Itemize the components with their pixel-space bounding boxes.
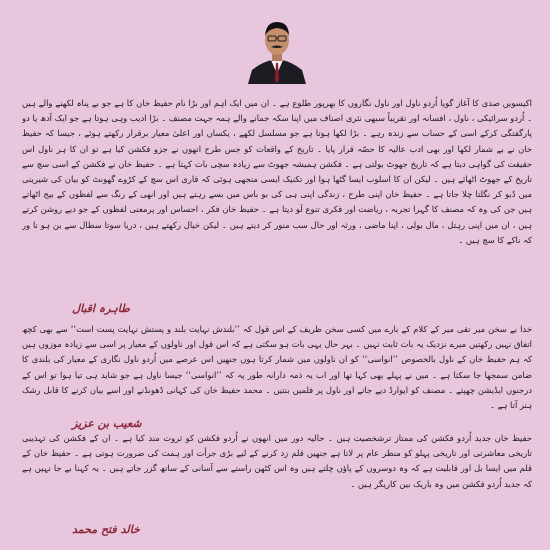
reviewer-signature-2: شعیب بن عزیز (72, 417, 142, 430)
author-portrait (246, 14, 308, 84)
reviewer-signature-3: خالد فتح محمد (72, 523, 140, 536)
review-paragraph-2: خدا بے سخن میر تقی میر کے کلام کے بارے میں کسی سخن ظریف کے اس قول کہ ’’بلندش نہایت بلند و پستش نہایت پست است‘‘ سے بھی کچھ اتفاق نہیں رکھتیں میرے نزدیک یہ بات ثابت نہیں ۔ بہر حال یہی بات ہو سکتی ہے کہ اس قول اور ناولوں کے معیار پر اسی سے زیادہ موزوں ہیں کہ ہم حفیظ خان کے ناول بالخصوص ’’انواسی‘‘ کو ان ناولوں میں شمار کرتا ہوں جنھیں اس عرصے میں اُردو ناول نگاری کے معیار کی بلندی کا ضامن سمجھا جا سکتا ہے ۔ میں نے پہلے بھی کہا تھا اور اب یہ ذمہ دارانہ طور پہ کہ ’’انواسی‘‘ جیسا ناول ہے جو شاید ہی تیا ہوا تو اس کے درجنوں ایڈیشن چھپتے ۔ مصنف کو ایوارڈ دیے جاتے اور ناول پر فلمیں بنتیں ۔ محمد حفیظ خان کی کہانی ڈھونڈنے اور اسے بیان کرنے کا قابل رشک ہنر آتا ہے ۔ (22, 324, 532, 411)
review-paragraph-3: حفیظ خان جدید اُردو فکشن کی ممتاز ترشخصیت ہیں ۔ حالیہ دور میں انھوں نے اُردو فکشن کو ثروت مند کیا ہے ۔ ان کے فکشن کی تہذیبی تاریخی معاشرتی اور تاریخی پہلو کو منظر عام پر لاتا ہے جنھیں قلم زد کرنے کے لیے بڑی جرأت اور ہمت کی ضرورت ہوتی ہے ۔ حفیظ خان کے قلم میں ایسا بل اور قابلیت ہے کہ وہ دوسروں کے پاؤں چلتے ہیں وہ اس کٹھن راستے سے آسانی کے ساتھ گزر جاتے ہیں ۔ یہ کہنا بے جا نہیں ہے کہ جدید اُردو فکشن میں وہ باریک بین کاریگر ہیں ۔ (22, 433, 532, 489)
author-photo-icon (246, 14, 308, 84)
reviewer-signature-1: طاہرہ اقبال (72, 302, 130, 315)
review-paragraph-1: اکیسویں صدی کا آغاز گویا اُردو ناول اور ناول نگاروں کا بھرپور طلوع ہے ۔ ان میں ایک اہم اور بڑا نام حفیظ خان کا ہے جو بے پناہ لکھنے والے ہیں ۔ اُردو سرائیکی ، ناول ، افسانہ اور تقریباً سبھی نثری اصناف میں اپنا سکہ جمانے والے ہمہ جہت مصنف ۔ بڑا ادیب وہی ہوتا ہے جو ایک آدھ یا دو پارگفتگی کرکے اسی کے حساب سے زندہ رہے ۔ بڑا لکھا ہوتا ہے جو مسلسل لکھے ، یکساں اور اعلیٰ معیار برقرار رکھتے ہوئے ، جیسا کہ حفیظ خان نے بے شمار لکھا اور بھی ادب عالیہ کا حصّہ قرار پایا ۔ تاریخ کے واقعات کو جس طرح انھوں نے جزو فکشن کیا ہے تو ان کا ہر ناول اس حقیقت کی گواہی دیتا ہے کہ تاریخ جھوٹ بولتی ہے ۔ فکشن ہمیشہ جھوٹ سے زیادہ سچی بات کہتا ہے ۔ حفیظ خان نے فکشن کے اسی سچ سے تاریخ کے جھوٹ اٹھائے ہیں ۔ لیکن ان کا اسلوب ایسا گٹھا ہوا اور تکنیک ایسی منجھی ہوئی کہ قاری اس سچ کے کڑوے گھونٹ کو بیان کی شیرینی میں ڈبو کر نگلتا چلا جاتا ہے ۔ حفیظ خان اپنی طرح ، زندگی اپنی ہی کی بو باس میں بسے رہتے ہیں اور انھی کے رنگ سے لفظوں کے بیج اٹھاتے ہیں جن کی وہ کہ مصنف کا گہرا تجربہ ، ریاضت اور فکری تنوع لَو دیتا ہے ۔ حفیظ خان فکر ، احساس اور پرمعنی لفظوں کے جو دیے روشن کرتے ہیں ، ان میں اپنی رہتل ، مال بولی ، اپنا ماضی ، ورثہ اور حال سب منور کر دیتے ہیں ۔ لیکن خیال رکھتے ہیں ، دریا سوتا سطال سے بن ہو نا ور کہ ناکے کا سچ ہیں ۔ (22, 98, 532, 245)
